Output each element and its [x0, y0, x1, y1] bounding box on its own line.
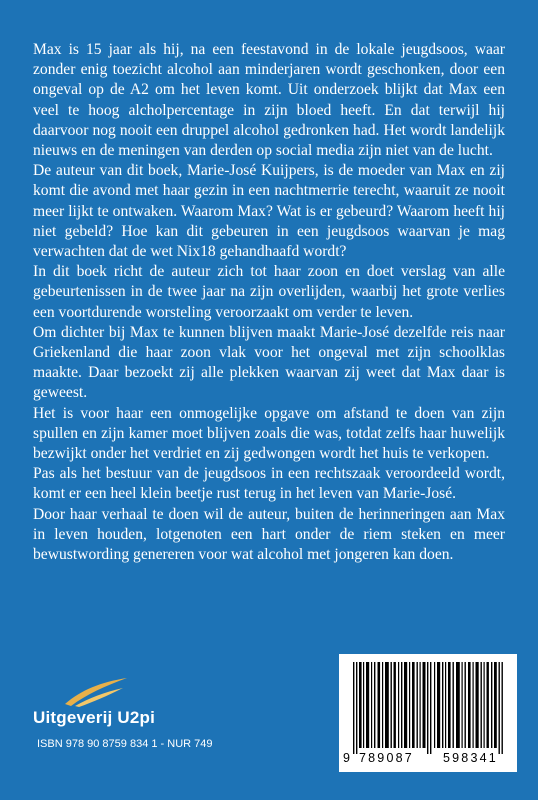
feather-swoosh-icon	[61, 676, 131, 708]
barcode-right-group: 598341	[443, 751, 498, 765]
blurb-paragraph: De auteur van dit boek, Marie-José Kuijpers, is de moeder van Max en zij komt die avond met haar gezin in een nachtmerrie terecht, waaruit ze nooit meer lijkt te ontwaken. Waarom Max? Wat is er gebeurd? Waarom heeft hij niet gebeld? Hoe kan dit gebeuren in een jeugdsoos waarvan je mag verwachten dat de wet Nix18 gehandhaafd wordt?	[33, 162, 505, 261]
blurb-paragraph: In dit boek richt de auteur zich tot haar zoon en doet verslag van alle gebeurtenissen in de twee jaar na zijn overlijden, waarbij het grote verlies een voortdurende worsteling veroorzaakt om verder te leven.	[33, 263, 505, 321]
barcode-bars	[339, 654, 517, 754]
blurb-paragraph: Het is voor haar een onmogelijke opgave om afstand te doen van zijn spullen en zijn kamer moet blijven zoals die was, totdat zelfs haar huwelijk bezwijkt onder het verdriet en zij gedwongen wordt het huis te verkopen.	[33, 404, 505, 463]
back-cover-blurb	[33, 40, 505, 565]
barcode-digits	[339, 751, 517, 767]
barcode-left-group: 789087	[359, 751, 414, 765]
blurb-paragraph: Pas als het bestuur van de jeugdsoos in een rechtszaak veroordeeld wordt, komt er een heel klein beetje rust terug in het leven van Marie-José.	[33, 465, 505, 503]
publisher-name: Uitgeverij U2pi	[33, 708, 156, 727]
blurb-paragraph: Door haar verhaal te doen wil de auteur, buiten de herinneringen aan Max in leven houden, lotgenoten een hart onder de riem steken en meer bewustwording genereren voor wat alcohol met jongeren kan doen.	[33, 505, 505, 564]
barcode-lead-digit: 9	[343, 751, 350, 765]
publisher-logo	[33, 676, 213, 746]
blurb-paragraph: Max is 15 jaar als hij, na een feestavond in de lokale jeugdsoos, waar zonder enig toezicht alcohol aan minderjaren wordt geschonken, door een ongeval op de A2 om het leven komt. Uit onderzoek blijkt dat Max een veel te hoog alcholpercentage in zijn bloed heeft. En dat terwijl hij daarvoor nog nooit een druppel alcohol gedronken had. Het wordt landelijk nieuws en de meningen van derden op social media zijn niet van de lucht.	[33, 41, 505, 160]
isbn-barcode	[339, 654, 517, 772]
isbn-nur-line: ISBN 978 90 8759 834 1 - NUR 749	[37, 738, 213, 750]
blurb-paragraph: Om dichter bij Max te kunnen blijven maakt Marie-José dezelfde reis naar Griekenland die haar zoon vlak voor het ongeval met zijn schoolklas maakte. Daar bezoekt zij alle plekken waarvan zij weet dat Max daar is geweest.	[33, 323, 505, 402]
